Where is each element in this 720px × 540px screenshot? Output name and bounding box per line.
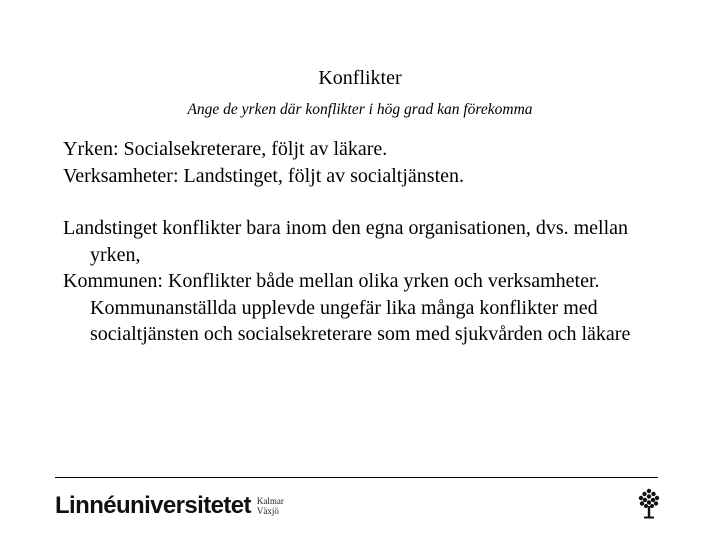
footer-divider [55, 477, 658, 478]
body-paragraph-professions: Yrken: Socialsekreterare, följt av läkare. [63, 138, 388, 160]
tree-icon [637, 488, 661, 520]
body-paragraph-county-council: Landstinget konflikter bara inom den egna organisationen, dvs. mellan yrken, [63, 217, 629, 266]
logo-cities [257, 496, 284, 516]
logo-wordmark: Linnéuniversitetet [55, 492, 251, 519]
slide-title-text: Konflikter [318, 67, 402, 89]
logo-city-vaxjo: Växjö [256, 506, 279, 516]
body-paragraph-municipality: Kommunen: Konflikter både mellan olika yrken och verksamheter. Kommunanställda upplevde ungefär lika många konflikter med socialtjänsten och socialsekreterare som med sjukvården och läkare [63, 270, 631, 345]
slide-body [63, 136, 673, 348]
paragraph-spacer [63, 189, 673, 215]
slide-subtitle: Ange de yrken där konflikter i hög grad kan förekomma [187, 101, 533, 118]
body-paragraph-organisations: Verksamheter: Landstinget, följt av socialtjänsten. [63, 164, 464, 187]
logo-city-kalmar: Kalmar [256, 496, 284, 506]
university-logo [55, 491, 284, 521]
slide-title [0, 66, 720, 90]
